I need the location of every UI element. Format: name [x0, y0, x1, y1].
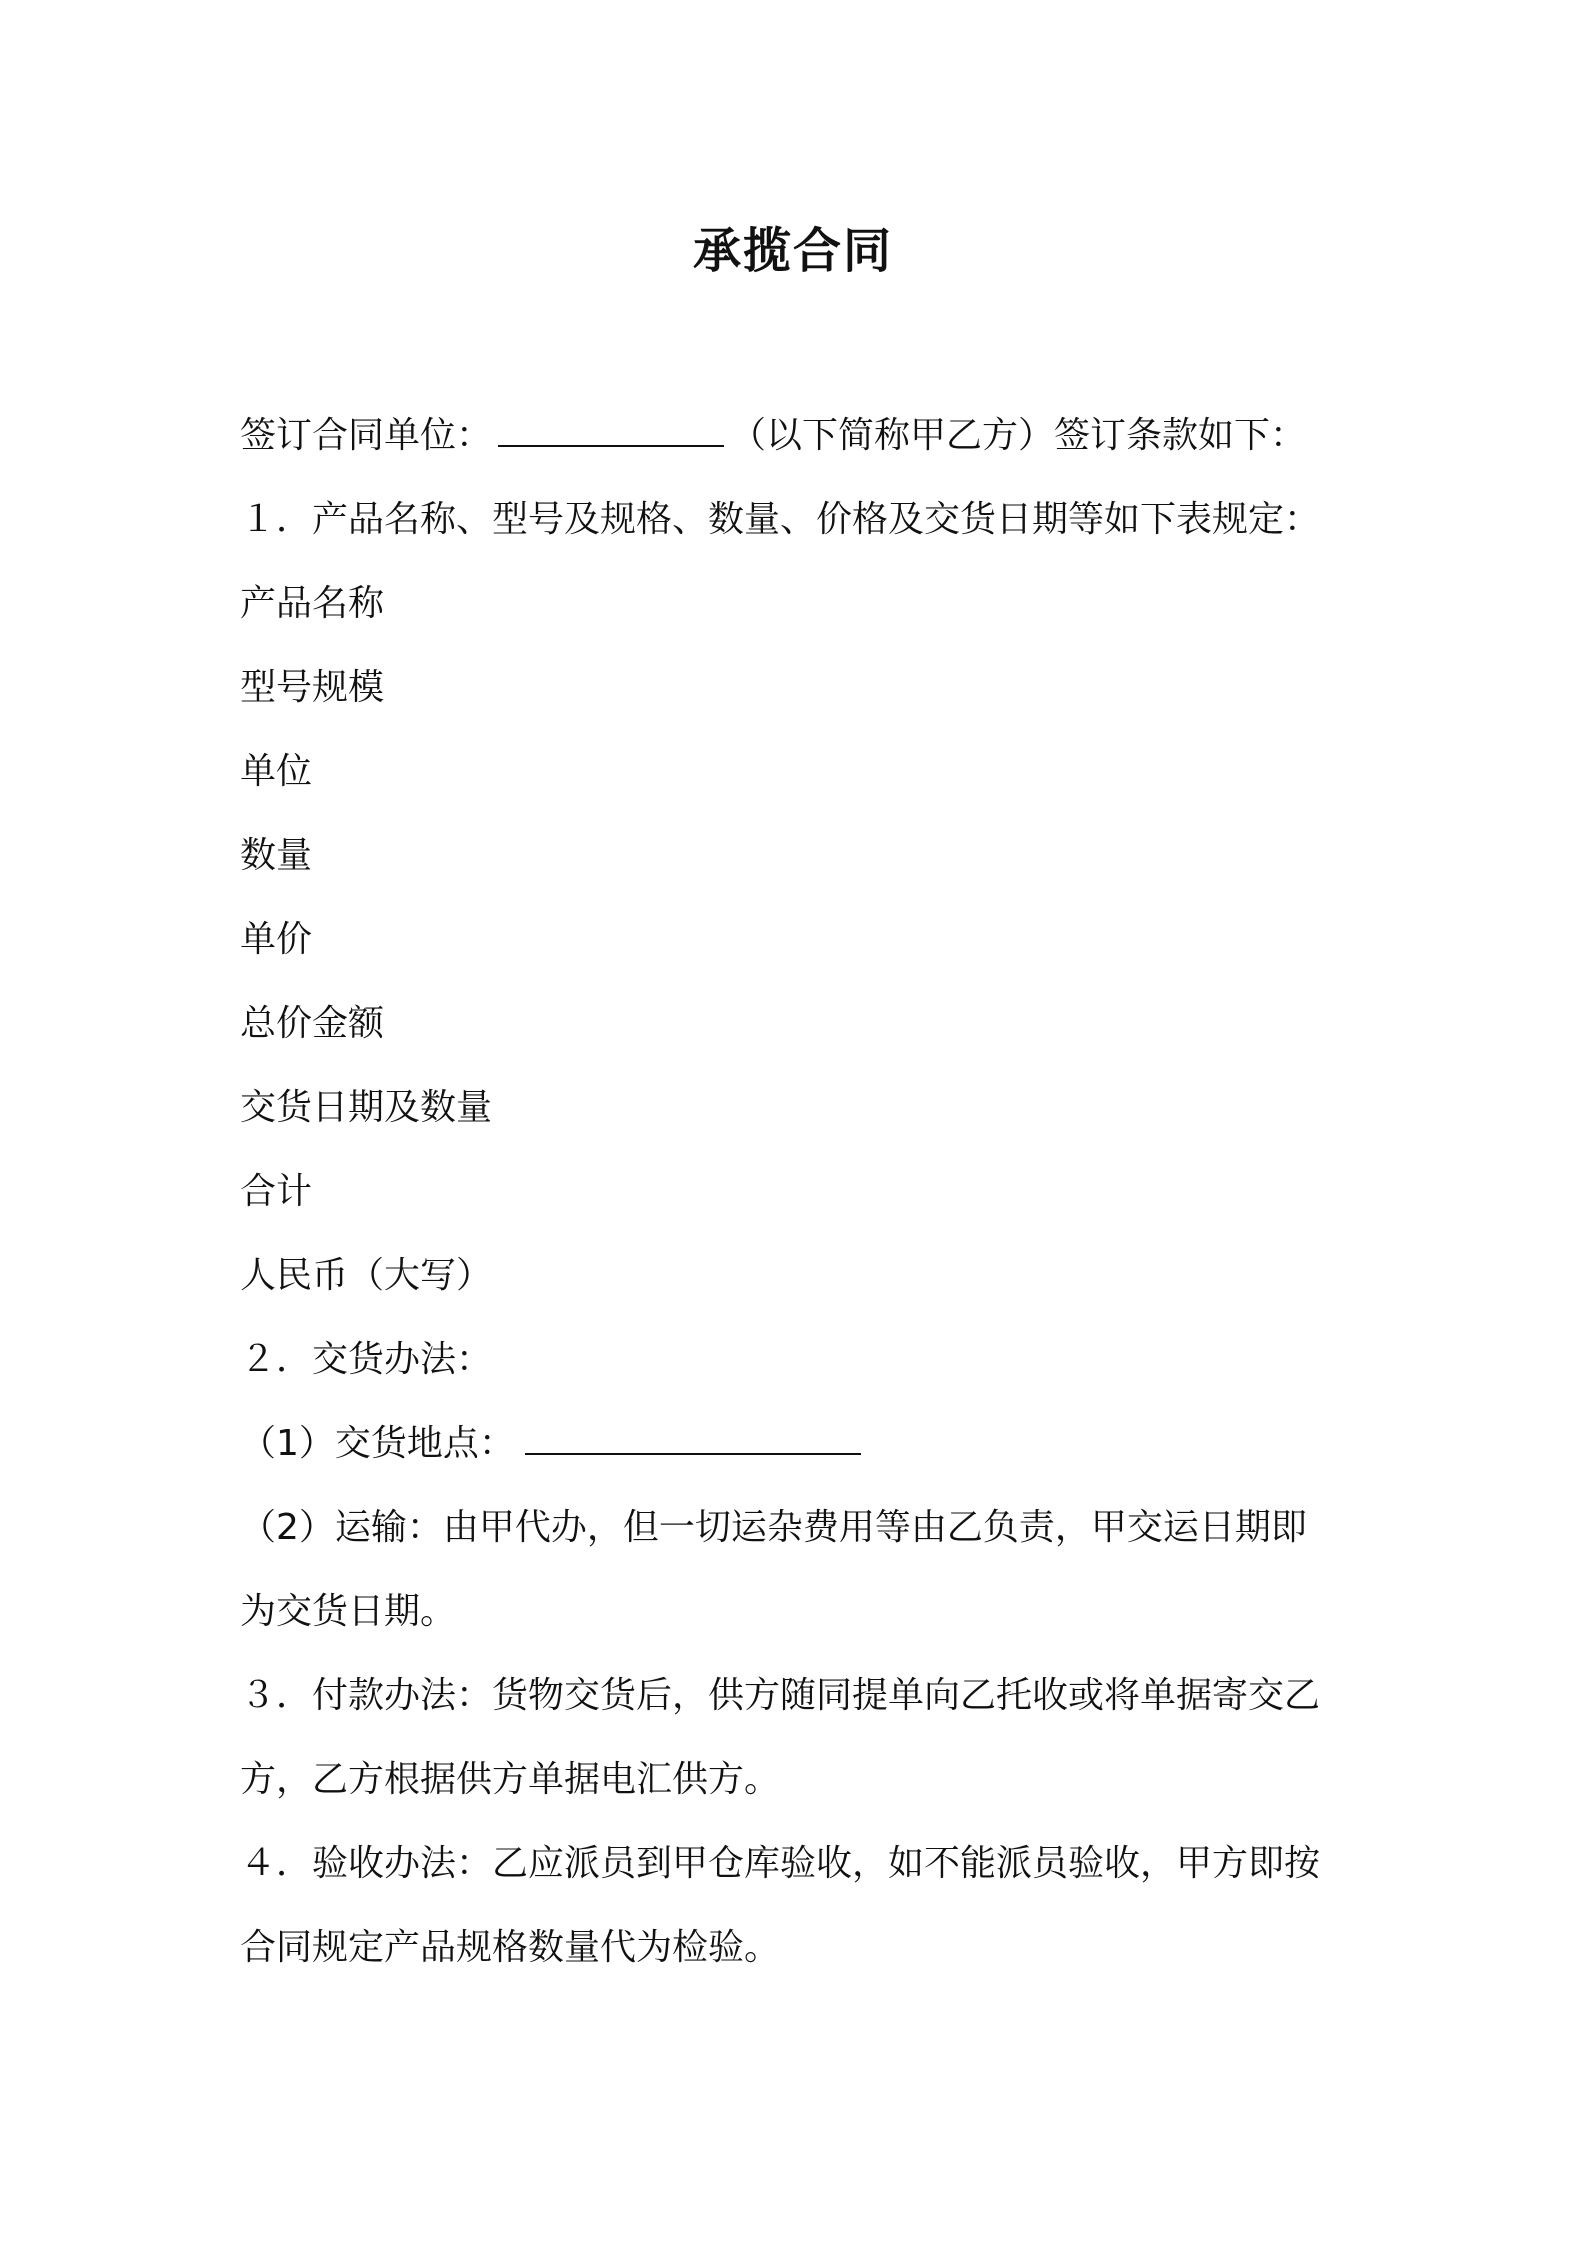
clause-2-1 [240, 1422, 861, 1466]
delivery-location-blank [525, 1423, 861, 1455]
clause-4-line-1: ４．验收办法：乙应派员到甲仓库验收，如不能派员验收，甲方即按 [240, 1843, 1321, 1884]
table-item-sum: 合计 [240, 1171, 313, 1212]
signing-party-blank [498, 415, 724, 447]
clause-3-line-1: ３．付款办法：货物交货后，供方随同提单向乙托收或将单据寄交乙 [240, 1675, 1321, 1716]
table-item-rmb: 人民币（大写） [240, 1255, 493, 1296]
table-item-product-name: 产品名称 [240, 583, 385, 624]
intro-line [240, 414, 1306, 458]
clause-2: ２．交货办法： [240, 1339, 493, 1380]
intro-suffix: （以下简称甲乙方）签订条款如下： [730, 415, 1307, 456]
table-item-delivery-date: 交货日期及数量 [240, 1087, 493, 1128]
table-item-total-amount: 总价金额 [240, 1003, 385, 1044]
clause-2-2-line-1: （2）运输：由甲代办，但一切运杂费用等由乙负责，甲交运日期即 [240, 1507, 1307, 1548]
table-item-quantity: 数量 [240, 835, 313, 876]
document-title: 承揽合同 [692, 223, 893, 279]
table-item-model: 型号规模 [240, 667, 385, 708]
clause-1: １．产品名称、型号及规格、数量、价格及交货日期等如下表规定： [240, 499, 1321, 540]
clause-4-line-2: 合同规定产品规格数量代为检验。 [240, 1927, 781, 1968]
intro-prefix: 签订合同单位： [240, 415, 493, 456]
table-item-unit-price: 单价 [240, 919, 313, 960]
table-item-unit: 单位 [240, 751, 313, 792]
clause-2-2-line-2: 为交货日期。 [240, 1591, 457, 1632]
clause-3-line-2: 方，乙方根据供方单据电汇供方。 [240, 1759, 781, 1800]
delivery-location-label: （1）交货地点： [240, 1423, 515, 1464]
